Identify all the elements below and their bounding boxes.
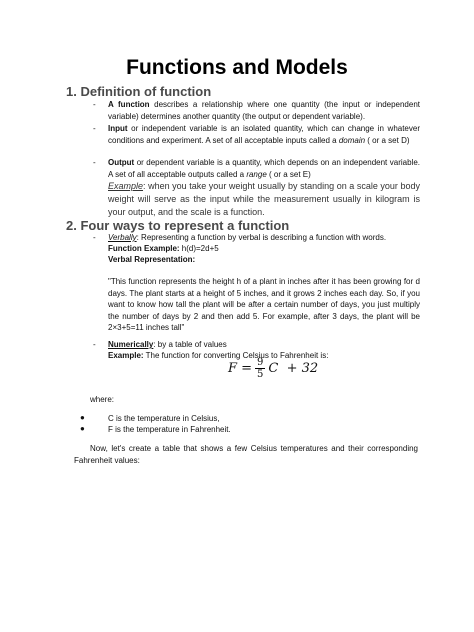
term-tail: ( or a set D) bbox=[365, 135, 410, 145]
where-label: where: bbox=[90, 395, 115, 404]
section-1-heading: 1. Definition of function bbox=[66, 84, 212, 99]
dash-marker: - bbox=[93, 124, 96, 133]
term-italic: range bbox=[246, 169, 267, 179]
numerically-line bbox=[108, 339, 420, 351]
dash-marker: - bbox=[93, 100, 96, 109]
bullet-item: C is the temperature in Celsius, bbox=[108, 414, 220, 423]
formula-lhs: F = bbox=[228, 361, 253, 376]
formula-denominator: 5 bbox=[257, 369, 264, 380]
bullet-icon: ● bbox=[80, 413, 85, 422]
formula-fraction bbox=[255, 357, 265, 380]
formula-numerator: 9 bbox=[257, 357, 264, 368]
page-title: Functions and Models bbox=[126, 56, 348, 79]
term-text: or dependent variable is a quantity, which depends on an independent variable. A set of all acceptable outputs called a bbox=[108, 158, 420, 179]
term-text: describes a relationship where one quantity (the input or independent variable) determines another quantity (the output or dependent variable). bbox=[108, 100, 421, 121]
section-2-heading: 2. Four ways to represent a function bbox=[66, 218, 290, 233]
bullet-item: F is the temperature in Fahrenheit. bbox=[108, 425, 231, 434]
example-paragraph bbox=[108, 180, 420, 219]
numerically-label: Numerically bbox=[108, 340, 154, 349]
verbal-quote: "This function represents the height h of a plant in inches after it has been growing for d days. The plant starts at a height of 5 inches, and it grows 2 inches each day. So, if you want to know how tall the plant will be after a certain number of days, you just multiply the number of days by 2 and then add 5. For example, after 3 days, the plant will be 2×3+5=11 inches tall" bbox=[108, 277, 420, 332]
example-label: Example bbox=[108, 181, 144, 191]
term: Output bbox=[108, 158, 135, 167]
term-text: or independent variable is an isolated quantity, which can change in whatever conditions and experiment. A set of all acceptable inputs called a bbox=[108, 124, 420, 145]
verbally-text: : Representing a function by verbal is describing a function with words. bbox=[136, 233, 387, 242]
formula-rhs: C + 32 bbox=[268, 361, 319, 376]
closing-paragraph: Now, let's create a table that shows a few Celsius temperatures and their corresponding Fahrenheit values: bbox=[74, 444, 418, 465]
example2-text: The function for converting Celsius to Fahrenheit is: bbox=[143, 351, 329, 360]
celsius-fahrenheit-formula bbox=[228, 357, 318, 380]
term-italic: domain bbox=[338, 135, 366, 145]
example2-label: Example: bbox=[108, 351, 144, 360]
verbal-representation-label: Verbal Representation: bbox=[108, 255, 196, 264]
dash-marker: - bbox=[93, 233, 96, 242]
definition-input bbox=[108, 123, 420, 146]
function-example-line bbox=[108, 243, 420, 255]
bullet-icon: ● bbox=[80, 424, 85, 433]
dash-marker: - bbox=[93, 158, 96, 167]
fn-example-value: h(d)=2d+5 bbox=[179, 244, 219, 253]
term: Input bbox=[108, 124, 128, 133]
dash-marker: - bbox=[93, 340, 96, 349]
definition-output bbox=[108, 157, 420, 180]
example-text: : when you take your weight usually by standing on a scale your body weight will serve as the input while the measurement usually in kilogram is your output, and the scale is a function. bbox=[108, 181, 420, 217]
term-tail: ( or a set E) bbox=[266, 169, 311, 179]
numerically-text: : by a table of values bbox=[153, 340, 227, 349]
fn-example-label: Function Example: bbox=[108, 244, 180, 253]
verbally-line bbox=[108, 232, 420, 244]
definition-a-function bbox=[108, 99, 420, 122]
term: A function bbox=[108, 100, 150, 109]
verbally-label: Verbally bbox=[108, 233, 137, 242]
